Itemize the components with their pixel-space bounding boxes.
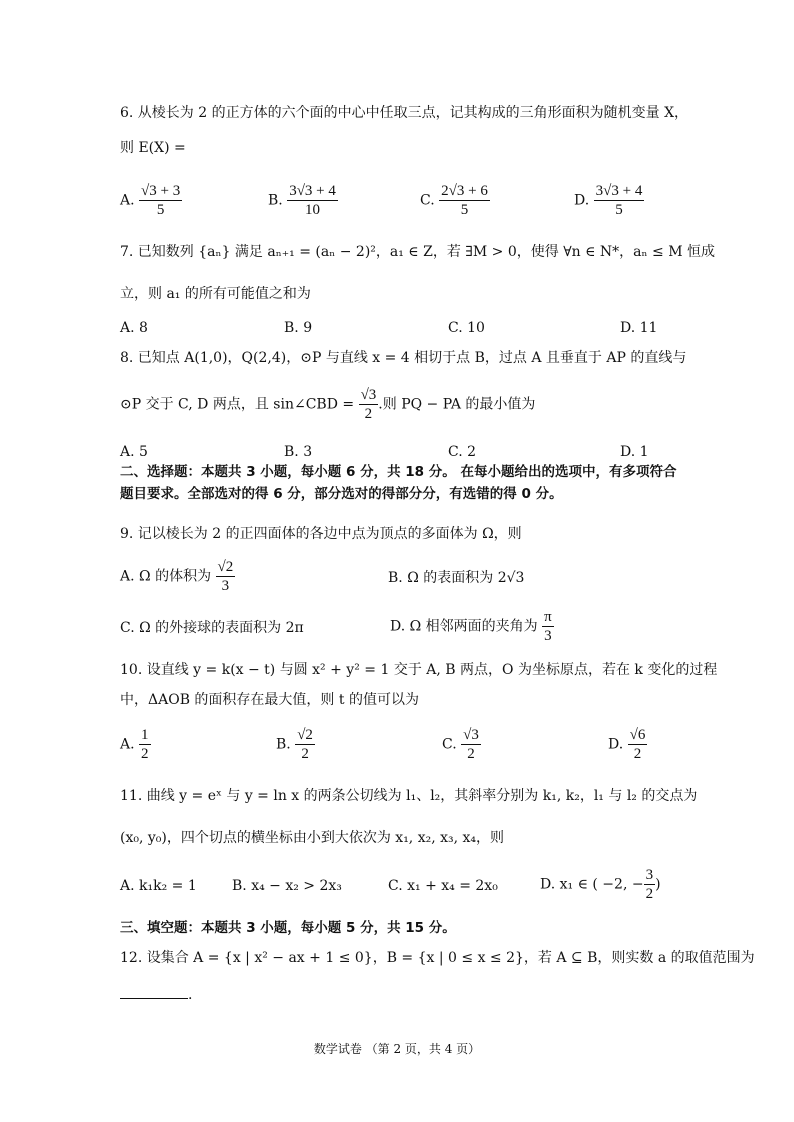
q7-option-d: D. 11 (620, 320, 658, 336)
numerator: 1 (141, 727, 149, 743)
option-text-close: ) (655, 876, 661, 893)
q8-stem-part-b: .则 PQ − PA 的最小值为 (378, 396, 536, 413)
fraction (594, 182, 645, 219)
q6-option-b (268, 182, 338, 219)
fraction (287, 182, 338, 219)
denominator: 2 (141, 746, 149, 762)
q12-stem-line1: 12. 设集合 A = {x | x² − ax + 1 ≤ 0}，B = {x | 0 ≤ x ≤ 2}，若 A ⊆ B，则实数 a 的取值范围为 (120, 950, 755, 966)
answer-blank[interactable] (120, 984, 188, 999)
q8-option-a: A. 5 (120, 444, 148, 460)
page-footer: 数学试卷 （第 2 页，共 4 页） (313, 1042, 481, 1056)
q9-option-a (120, 558, 235, 595)
denominator: 2 (301, 746, 309, 762)
option-label: C. (442, 736, 457, 753)
q6-option-d (574, 182, 644, 219)
q7-stem-line1: 7. 已知数列 {aₙ} 满足 aₙ₊₁ = (aₙ − 2)²，a₁ ∈ Z，若 ∃M > 0，使得 ∀n ∈ N*，aₙ ≤ M 恒成 (120, 244, 716, 260)
q9-option-c: C. Ω 的外接球的表面积为 2π (120, 620, 304, 636)
q6-stem-line1: 6. 从棱长为 2 的正方体的六个面的中心中任取三点，记其构成的三角形面积为随机变量 X， (120, 105, 689, 121)
q12-stem-line2 (120, 984, 192, 1005)
option-text: D. x₁ ∈ ( −2, − (540, 876, 644, 893)
q10-option-b (276, 726, 315, 763)
denominator: 3 (544, 628, 552, 644)
option-label: C. (420, 192, 435, 209)
denominator: 5 (156, 202, 165, 218)
fraction (139, 182, 182, 219)
q10-option-d (608, 726, 647, 763)
q8-option-c: C. 2 (448, 444, 477, 460)
option-label: A. (120, 736, 135, 753)
fraction (542, 608, 554, 645)
fraction (359, 386, 379, 423)
q8-option-b: B. 3 (284, 444, 313, 460)
fraction (139, 726, 151, 763)
fraction (461, 726, 481, 763)
option-text: D. Ω 相邻两面的夹角为 (390, 618, 538, 635)
option-label: D. (608, 736, 624, 753)
q6-stem-line2: 则 E(X) = (120, 140, 186, 156)
denominator: 10 (305, 202, 321, 218)
q9-option-d (390, 608, 554, 645)
denominator: 2 (633, 746, 642, 762)
q7-option-b: B. 9 (284, 320, 313, 336)
numerator: 3√3 + 4 (289, 183, 336, 199)
numerator: √3 + 3 (141, 183, 181, 199)
numerator: √3 (463, 727, 479, 743)
denominator: 2 (364, 406, 373, 422)
numerator: √2 (217, 559, 234, 575)
numerator: 3 (645, 867, 654, 883)
fraction (439, 182, 490, 219)
fraction (295, 726, 315, 763)
q11-stem-line2: (x₀, y₀)，四个切点的横坐标由小到大依次为 x₁, x₂, x₃, x₄，则 (120, 830, 505, 846)
q8-stem-line1: 8. 已知点 A(1,0)，Q(2,4)，⊙P 与直线 x = 4 相切于点 B，过点 A 且垂直于 AP 的直线与 (120, 350, 687, 366)
denominator: 2 (467, 746, 475, 762)
numerator: √3 (360, 387, 377, 403)
option-text: A. Ω 的体积为 (120, 568, 212, 585)
q9-option-b: B. Ω 的表面积为 2√3 (388, 570, 525, 586)
q11-option-a: A. k₁k₂ = 1 (120, 878, 197, 894)
numerator: √2 (297, 727, 313, 743)
q10-stem-line1: 10. 设直线 y = k(x − t) 与圆 x² + y² = 1 交于 A, B 两点，O 为坐标原点，若在 k 变化的过程 (120, 662, 718, 678)
q6-option-a (120, 182, 182, 219)
denominator: 5 (460, 202, 469, 218)
q6-option-c (420, 182, 490, 219)
q11-option-c: C. x₁ + x₄ = 2x₀ (388, 878, 498, 894)
q11-stem-line1: 11. 曲线 y = eˣ 与 y = ln x 的两条公切线为 l₁、l₂，其斜率分别为 k₁, k₂，l₁ 与 l₂ 的交点为 (120, 788, 698, 804)
numerator: 2√3 + 6 (441, 183, 488, 199)
q7-option-a: A. 8 (120, 320, 148, 336)
numerator: 3√3 + 4 (595, 183, 643, 199)
section-2-heading-line1: 二、选择题：本题共 3 小题，每小题 6 分，共 18 分。 在每小题给出的选项中，有多项符合 (120, 464, 677, 480)
numerator: π (544, 609, 552, 625)
denominator: 3 (221, 578, 230, 594)
section-3-heading: 三、填空题：本题共 3 小题，每小题 5 分，共 15 分。 (120, 920, 456, 936)
q10-option-a (120, 726, 151, 763)
fraction (628, 726, 648, 763)
q8-stem-line2 (120, 386, 535, 423)
q7-option-c: C. 10 (448, 320, 485, 336)
denominator: 5 (615, 202, 623, 218)
fraction (216, 558, 236, 595)
option-label: B. (276, 736, 291, 753)
q8-stem-part-a: ⊙P 交于 C, D 两点，且 sin∠CBD = (120, 396, 355, 413)
numerator: √6 (629, 727, 646, 743)
denominator: 2 (645, 886, 654, 902)
q11-option-b: B. x₄ − x₂ > 2x₃ (232, 878, 342, 894)
q9-stem: 9. 记以棱长为 2 的正四面体的各边中点为顶点的多面体为 Ω，则 (120, 526, 522, 542)
option-label: A. (120, 192, 135, 209)
q7-stem-line2: 立，则 a₁ 的所有可能值之和为 (120, 286, 311, 302)
q10-option-c (442, 726, 481, 763)
q8-option-d: D. 1 (620, 444, 649, 460)
section-2-heading-line2: 题目要求。全部选对的得 6 分，部分选对的得部分分，有选错的得 0 分。 (120, 486, 563, 502)
fraction (644, 866, 656, 903)
q10-stem-line2: 中，ΔAOB 的面积存在最大值，则 t 的值可以为 (120, 692, 419, 708)
option-label: D. (574, 192, 590, 209)
q11-option-d (540, 866, 661, 903)
option-label: B. (268, 192, 283, 209)
q12-end-period: . (188, 987, 193, 1003)
